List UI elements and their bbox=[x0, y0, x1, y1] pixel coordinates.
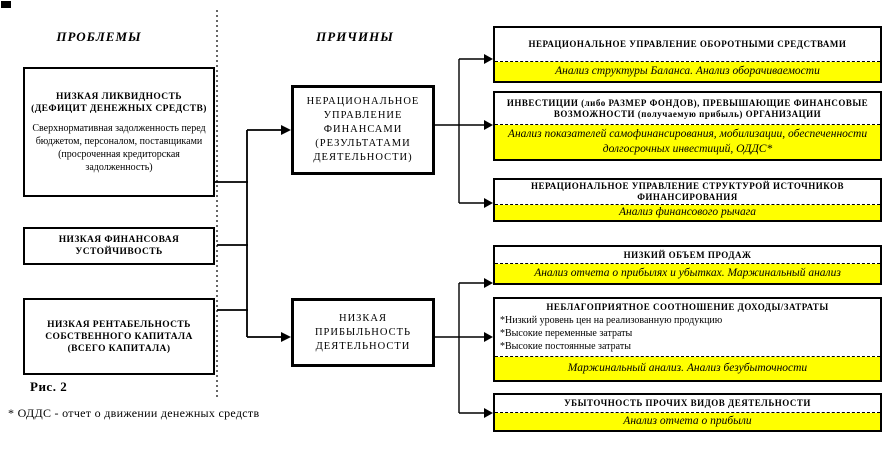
bullet-item: *Низкий уровень цен на реализованную продукцию bbox=[500, 315, 723, 326]
bullet-item: *Высокие переменные затраты bbox=[500, 328, 633, 339]
cause-label: НИЗКАЯ ПРИБЫЛЬНОСТЬ ДЕЯТЕЛЬНОСТИ bbox=[314, 312, 412, 352]
detail-title: НЕРАЦИОНАЛЬНОЕ УПРАВЛЕНИЕ ОБОРОТНЫМИ СРЕДСТВАМИ bbox=[528, 39, 847, 49]
cause-box-irrational-finance-management bbox=[291, 85, 435, 175]
detail-title: УБЫТОЧНОСТЬ ПРОЧИХ ВИДОВ ДЕЯТЕЛЬНОСТИ bbox=[564, 398, 811, 408]
detail-title-area bbox=[495, 299, 880, 357]
problem-box-profitability-of-capital bbox=[23, 298, 215, 375]
detail-box-low-sales bbox=[493, 245, 882, 285]
problem-title: НИЗКАЯ ФИНАНСОВАЯ УСТОЙЧИВОСТЬ bbox=[58, 235, 180, 257]
arrow-right-icon bbox=[484, 278, 493, 288]
corner-artifact bbox=[1, 1, 11, 8]
detail-box-financing-structure bbox=[493, 178, 882, 222]
detail-title-area bbox=[495, 28, 880, 62]
causes-to-details-lines bbox=[435, 59, 485, 413]
problems-to-causes-lines bbox=[215, 130, 283, 337]
detail-title-area bbox=[495, 395, 880, 413]
analysis-strip: Анализ финансового рычага bbox=[495, 205, 880, 220]
detail-title: НЕРАЦИОНАЛЬНОЕ УПРАВЛЕНИЕ СТРУКТУРОЙ ИСТОЧНИКОВ ФИНАНСИРОВАНИЯ bbox=[530, 181, 845, 202]
cause-label: НЕРАЦИОНАЛЬНОЕ УПРАВЛЕНИЕ ФИНАНСАМИ (РЕЗУЛЬТАТАМИ ДЕЯТЕЛЬНОСТИ) bbox=[306, 96, 420, 163]
detail-box-working-capital bbox=[493, 26, 882, 83]
arrow-right-icon bbox=[484, 198, 493, 208]
analysis-strip: Анализ структуры Баланса. Анализ оборачиваемости bbox=[495, 62, 880, 81]
bullet-item: *Высокие постоянные затраты bbox=[500, 341, 631, 352]
detail-box-unprofitable-activities bbox=[493, 393, 882, 432]
problem-box-liquidity bbox=[23, 67, 215, 197]
detail-bullet-list bbox=[500, 314, 875, 353]
figure-caption: Рис. 2 bbox=[30, 379, 68, 394]
arrow-right-icon bbox=[484, 332, 493, 342]
odds-footnote: * ОДДС - отчет о движении денежных средств bbox=[8, 406, 260, 420]
detail-title: НИЗКИЙ ОБЪЕМ ПРОДАЖ bbox=[623, 249, 752, 260]
problem-title: НИЗКАЯ РЕНТАБЕЛЬНОСТЬ СОБСТВЕННОГО КАПИТАЛА (ВСЕГО КАПИТАЛА) bbox=[45, 319, 193, 354]
detail-title: ИНВЕСТИЦИИ (либо РАЗМЕР ФОНДОВ), ПРЕВЫШАЮЩИЕ ФИНАНСОВЫЕ ВОЗМОЖНОСТИ (получаемую прибыль) ОРГАНИЗАЦИИ bbox=[506, 97, 869, 119]
analysis-strip: Анализ показателей самофинансирования, мобилизации, обеспеченности долгосрочных инвестиций, ОДДС* bbox=[495, 125, 880, 159]
arrow-right-icon bbox=[484, 408, 493, 418]
arrow-right-icon bbox=[281, 125, 291, 135]
problem-description: Сверхнормативная задолженность перед бюджетом, персоналом, поставщиками (просроченная кредиторская задолженность) bbox=[32, 122, 206, 173]
detail-box-income-cost-ratio bbox=[493, 297, 882, 382]
detail-title-area bbox=[495, 180, 880, 205]
arrow-right-icon bbox=[281, 332, 291, 342]
analysis-strip: Маржинальный анализ. Анализ безубыточности bbox=[495, 357, 880, 380]
arrow-right-icon bbox=[484, 120, 493, 130]
analysis-strip: Анализ отчета о прибылях и убытках. Маржинальный анализ bbox=[495, 264, 880, 283]
detail-title: НЕБЛАГОПРИЯТНОЕ СООТНОШЕНИЕ ДОХОДЫ/ЗАТРАТЫ bbox=[546, 302, 829, 312]
problem-box-financial-stability bbox=[23, 227, 215, 265]
problems-column-header: ПРОБЛЕМЫ bbox=[56, 29, 142, 44]
arrow-right-icon bbox=[484, 54, 493, 64]
causes-column-header: ПРИЧИНЫ bbox=[316, 29, 394, 44]
detail-title-area bbox=[495, 93, 880, 125]
problem-title: НИЗКАЯ ЛИКВИДНОСТЬ (ДЕФИЦИТ ДЕНЕЖНЫХ СРЕДСТВ) bbox=[31, 91, 207, 114]
detail-box-investments bbox=[493, 91, 882, 161]
cause-box-low-profitability bbox=[291, 298, 435, 367]
detail-title-area bbox=[495, 247, 880, 264]
analysis-strip: Анализ отчета о прибыли bbox=[495, 413, 880, 430]
